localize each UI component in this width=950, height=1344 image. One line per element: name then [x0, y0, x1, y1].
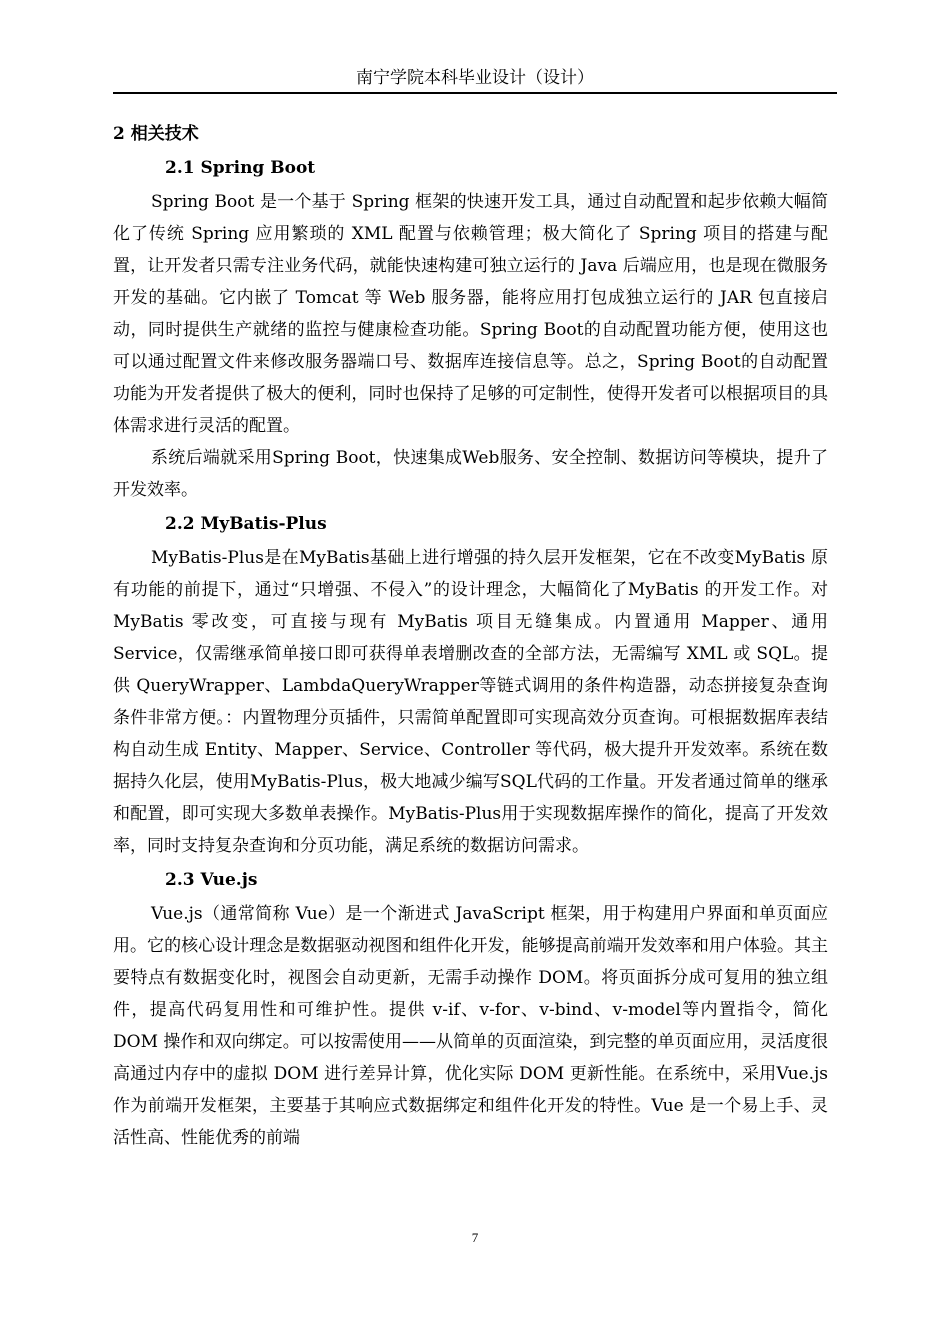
- paragraph: Spring Boot 是一个基于 Spring 框架的快速开发工具，通过自动配置和起步依赖大幅简化了传统 Spring 应用繁琐的 XML 配置与依赖管理；极大简化了 Spring 项目的搭建与配置，让开发者只需专注业务代码，就能快速构建可独立运行的 Java 后端应用，也是现在微服务开发的基础。它内嵌了 Tomcat 等 Web 服务器，能将应用打包成独立运行的 JAR 包直接启动，同时提供生产就绪的监控与健康检查功能。Spring Boot的自动配置功能方便，使用这也可以通过配置文件来修改服务器端口号、数据库连接信息等。总之，Spring Boot的自动配置功能为开发者提供了极大的便利，同时也保持了足够的可定制性，使得开发者可以根据项目的具体需求进行灵活的配置。: [113, 192, 828, 436]
- chapter-title: 2 相关技术: [113, 124, 199, 144]
- paragraph: 系统后端就采用Spring Boot，快速集成Web服务、安全控制、数据访问等模块，提升了开发效率。: [113, 448, 828, 500]
- page-number: 7: [471, 1230, 479, 1245]
- section-heading-mybatis-plus: 2.2 MyBatis-Plus: [165, 514, 327, 534]
- section-heading-vuejs: 2.3 Vue.js: [165, 870, 258, 890]
- paragraph: Vue.js（通常简称 Vue）是一个渐进式 JavaScript 框架，用于构建用户界面和单页面应用。它的核心设计理念是数据驱动视图和组件化开发，能够提高前端开发效率和用户体验。其主要特点有数据变化时，视图会自动更新，无需手动操作 DOM。将页面拆分成可复用的独立组件，提高代码复用性和可维护性。提供 v-if、v-for、v-bind、v-model等内置指令，简化 DOM 操作和双向绑定。可以按需使用——从简单的页面渲染，到完整的单页面应用，灵活度很高通过内存中的虚拟 DOM 进行差异计算，优化实际 DOM 更新性能。在系统中，采用Vue.js作为前端开发框架，主要基于其响应式数据绑定和组件化开发的特性。Vue 是一个易上手、灵活性高、性能优秀的前端: [113, 904, 828, 1148]
- paragraph: MyBatis-Plus是在MyBatis基础上进行增强的持久层开发框架，它在不改变MyBatis 原有功能的前提下，通过“只增强、不侵入”的设计理念，大幅简化了MyBatis 的开发工作。对 MyBatis 零改变，可直接与现有 MyBatis 项目无缝集成。内置通用 Mapper、通用 Service，仅需继承简单接口即可获得单表增删改查的全部方法，无需编写 XML 或 SQL。提供 QueryWrapper、LambdaQueryWrapper等链式调用的条件构造器，动态拼接复杂查询条件非常方便。：内置物理分页插件，只需简单配置即可实现高效分页查询。可根据数据库表结构自动生成 Entity、Mapper、Service、Controller 等代码，极大提升开发效率。系统在数据持久化层，使用MyBatis-Plus，极大地减少编写SQL代码的工作量。开发者通过简单的继承和配置，即可实现大多数单表操作。MyBatis-Plus用于实现数据库操作的简化，提高了开发效率，同时支持复杂查询和分页功能，满足系统的数据访问需求。: [113, 548, 828, 856]
- header-rule: [113, 92, 837, 94]
- section-heading-spring-boot: 2.1 Spring Boot: [165, 158, 316, 178]
- page-body: [113, 118, 828, 1154]
- page-header: 南宁学院本科毕业设计（设计）: [356, 68, 594, 88]
